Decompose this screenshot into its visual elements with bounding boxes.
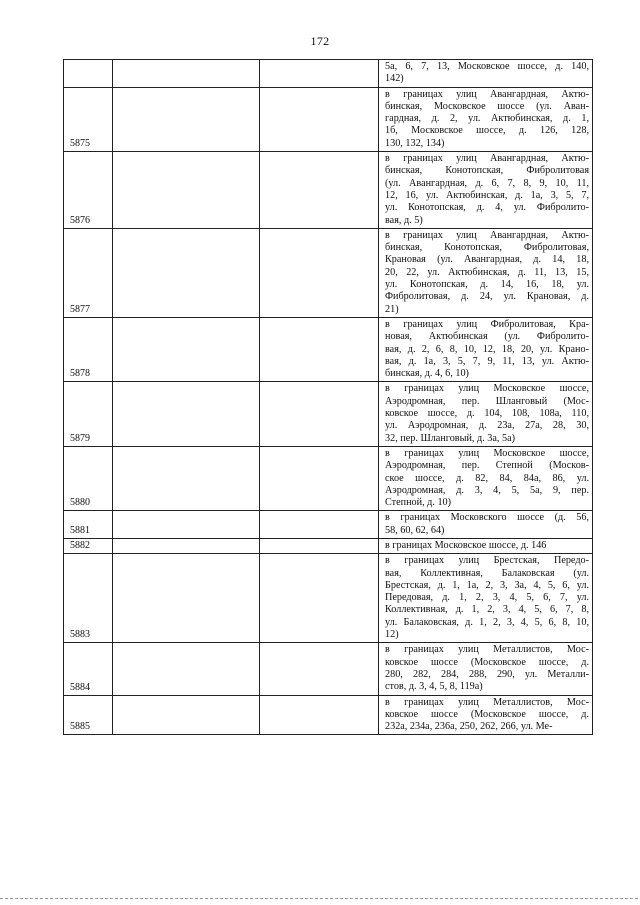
district-boundaries — [379, 695, 593, 735]
empty-cell — [260, 643, 379, 695]
empty-cell — [260, 695, 379, 735]
table-row — [64, 317, 593, 381]
empty-cell — [113, 228, 260, 317]
table-row — [64, 511, 593, 539]
district-boundaries — [379, 643, 593, 695]
boundary-text-line: в границах улиц Фибролитовая, Кра- — [385, 318, 589, 330]
empty-cell — [260, 87, 379, 151]
boundary-text-line: Аэродромная, д. 3, 4, 5, 5а, 9, пер. — [385, 484, 589, 496]
district-number: 5878 — [64, 317, 113, 381]
empty-cell — [113, 695, 260, 735]
boundary-text-line: новая, Актюбинская (ул. Фибролито- — [385, 331, 589, 343]
boundary-text-line: гардная, д. 2, ул. Актюбинская, д. 1, — [385, 113, 589, 125]
boundary-text-line: ское шоссе, д. 82, 84, 84а, 86, ул. — [385, 472, 589, 484]
empty-cell — [113, 152, 260, 229]
district-boundaries — [379, 511, 593, 539]
boundary-text-line: бинская, Московское шоссе (ул. Аван- — [385, 100, 589, 112]
boundary-text-line: в границах улиц Авангардная, Актю- — [385, 153, 589, 165]
boundary-text-line: 20, 22, ул. Актюбинская, д. 11, 13, 15, — [385, 266, 589, 278]
district-number: 5879 — [64, 382, 113, 446]
district-boundaries — [379, 152, 593, 229]
empty-cell — [260, 538, 379, 553]
boundary-text-line: 21) — [385, 303, 399, 315]
boundary-text-line: вая, Коллективная, Балаковская (ул. — [385, 567, 589, 579]
boundary-text-line: бинская, Конотопская, Фибролитовая — [385, 165, 589, 177]
boundary-text-line: Крановая (ул. Авангардная, д. 14, 18, — [385, 254, 589, 266]
empty-cell — [260, 554, 379, 643]
table-row — [64, 228, 593, 317]
district-number — [64, 60, 113, 88]
district-boundaries — [379, 60, 593, 88]
boundary-text-line: в границах улиц Металлистов, Мос- — [385, 644, 589, 656]
boundary-text-line: 5а, 6, 7, 13, Московское шоссе, д. 140, — [385, 61, 589, 72]
empty-cell — [260, 228, 379, 317]
boundary-text-line: (ул. Авангардная, д. 6, 7, 8, 9, 10, 11, — [385, 177, 589, 189]
table-row — [64, 382, 593, 446]
district-number: 5877 — [64, 228, 113, 317]
district-number: 5885 — [64, 695, 113, 735]
boundary-text-line: Передовая, д. 1, 2, 3, 4, 5, 6, 7, ул. — [385, 592, 589, 604]
empty-cell — [113, 538, 260, 553]
table-row — [64, 87, 593, 151]
district-number: 5880 — [64, 446, 113, 510]
district-boundaries — [379, 317, 593, 381]
district-boundaries — [379, 446, 593, 510]
empty-cell — [113, 87, 260, 151]
boundary-text-line: ул. Аэродромная, д. 23а, 27а, 28, 30, — [385, 420, 589, 432]
district-number: 5875 — [64, 87, 113, 151]
table-row — [64, 695, 593, 735]
boundary-text-line: в границах улиц Авангардная, Актю- — [385, 88, 589, 100]
boundary-text-line: 32, пер. Шланговый, д. 3а, 5а) — [385, 432, 515, 444]
district-boundaries — [379, 382, 593, 446]
empty-cell — [113, 446, 260, 510]
empty-cell — [260, 60, 379, 88]
boundary-text-line: Фибролитовая, д. 24, ул. Крановая, д. — [385, 291, 589, 303]
boundary-text-line: в границах улиц Московское шоссе, — [385, 383, 589, 395]
boundary-text-line: бинская, д. 4, 6, 10) — [385, 368, 469, 380]
district-number: 5883 — [64, 554, 113, 643]
scan-edge-line — [0, 898, 640, 899]
empty-cell — [260, 317, 379, 381]
empty-cell — [113, 317, 260, 381]
boundary-text-line: Аэродромная, пер. Степной (Москов- — [385, 460, 589, 472]
boundary-text-line: стов, д. 3, 4, 5, 8, 119а) — [385, 681, 483, 693]
boundary-text-line: ковское шоссе (Московское шоссе, д. — [385, 656, 589, 668]
table-row — [64, 446, 593, 510]
empty-cell — [260, 382, 379, 446]
page-number: 172 — [310, 34, 330, 48]
empty-cell — [113, 554, 260, 643]
district-boundaries — [379, 554, 593, 643]
boundary-text-line: 280, 282, 284, 288, 290, ул. Металли- — [385, 668, 589, 680]
empty-cell — [113, 511, 260, 539]
boundary-text-line: 12) — [385, 629, 399, 641]
empty-cell — [113, 382, 260, 446]
district-number: 5876 — [64, 152, 113, 229]
district-boundaries — [379, 87, 593, 151]
boundary-text-line: вая, д. 2, 6, 8, 10, 12, 18, 20, ул. Кранo- — [385, 343, 589, 355]
boundary-text-line: 130, 132, 134) — [385, 137, 445, 149]
district-number: 5884 — [64, 643, 113, 695]
boundary-text-line: Степной, д. 10) — [385, 497, 452, 509]
district-boundaries — [379, 228, 593, 317]
boundary-text-line: 142) — [385, 73, 404, 85]
boundary-text-line: 1б, Московское шоссе, д. 126, 128, — [385, 125, 589, 137]
table-row — [64, 152, 593, 229]
boundary-text-line: 58, 60, 62, 64) — [385, 524, 445, 536]
boundary-text-line: 12, 16, ул. Актюбинская, д. 1а, 3, 5, 7, — [385, 189, 589, 201]
empty-cell — [260, 511, 379, 539]
boundary-text-line: в границах улиц Металлистов, Мос- — [385, 696, 589, 708]
table-row — [64, 538, 593, 553]
boundary-text-line: ул. Балаковская, д. 1, 2, 3, 4, 5, 6, 8, 10, — [385, 616, 589, 628]
boundary-text-line: в границах Московское шоссе, д. 146 — [385, 539, 547, 551]
empty-cell — [260, 446, 379, 510]
boundary-text-line: ковское шоссе, д. 104, 108, 108а, 110, — [385, 408, 589, 420]
boundary-text-line: в границах улиц Московское шоссе, — [385, 447, 589, 459]
empty-cell — [113, 60, 260, 88]
boundary-text-line: ковское шоссе (Московское шоссе, д. — [385, 708, 589, 720]
boundary-text-line: вая, д. 1а, 3, 5, 7, 9, 11, 13, ул. Актю- — [385, 355, 589, 367]
boundary-text-line: ул. Конотопская, д. 14, 16, 18, ул. — [385, 279, 589, 291]
district-number: 5881 — [64, 511, 113, 539]
empty-cell — [260, 152, 379, 229]
table-row — [64, 643, 593, 695]
boundary-text-line: в границах улиц Авангардная, Актю- — [385, 229, 589, 241]
boundary-text-line: в границах улиц Брестская, Передо- — [385, 555, 589, 567]
boundary-text-line: Аэродромная, пер. Шланговый (Мос- — [385, 395, 589, 407]
boundary-text-line: Брестская, д. 1, 1а, 2, 3, 3а, 4, 5, 6, ул. — [385, 579, 589, 591]
boundary-text-line: 232а, 234а, 236а, 250, 262, 266, ул. Ме- — [385, 721, 553, 733]
table-row — [64, 554, 593, 643]
boundary-text-line: вая, д. 5) — [385, 214, 423, 226]
district-boundaries — [379, 538, 593, 553]
polling-district-table — [63, 59, 593, 735]
district-number: 5882 — [64, 538, 113, 553]
boundary-text-line: бинская, Конотопская, Фибролитовая, — [385, 242, 589, 254]
empty-cell — [113, 643, 260, 695]
boundary-text-line: ул. Конотопская, д. 4, ул. Фибролито- — [385, 202, 589, 214]
boundary-text-line: Коллективная, д. 1, 2, 3, 4, 5, 6, 7, 8, — [385, 604, 589, 616]
table-row — [64, 60, 593, 88]
boundary-text-line: в границах Московского шоссе (д. 56, — [385, 512, 589, 524]
